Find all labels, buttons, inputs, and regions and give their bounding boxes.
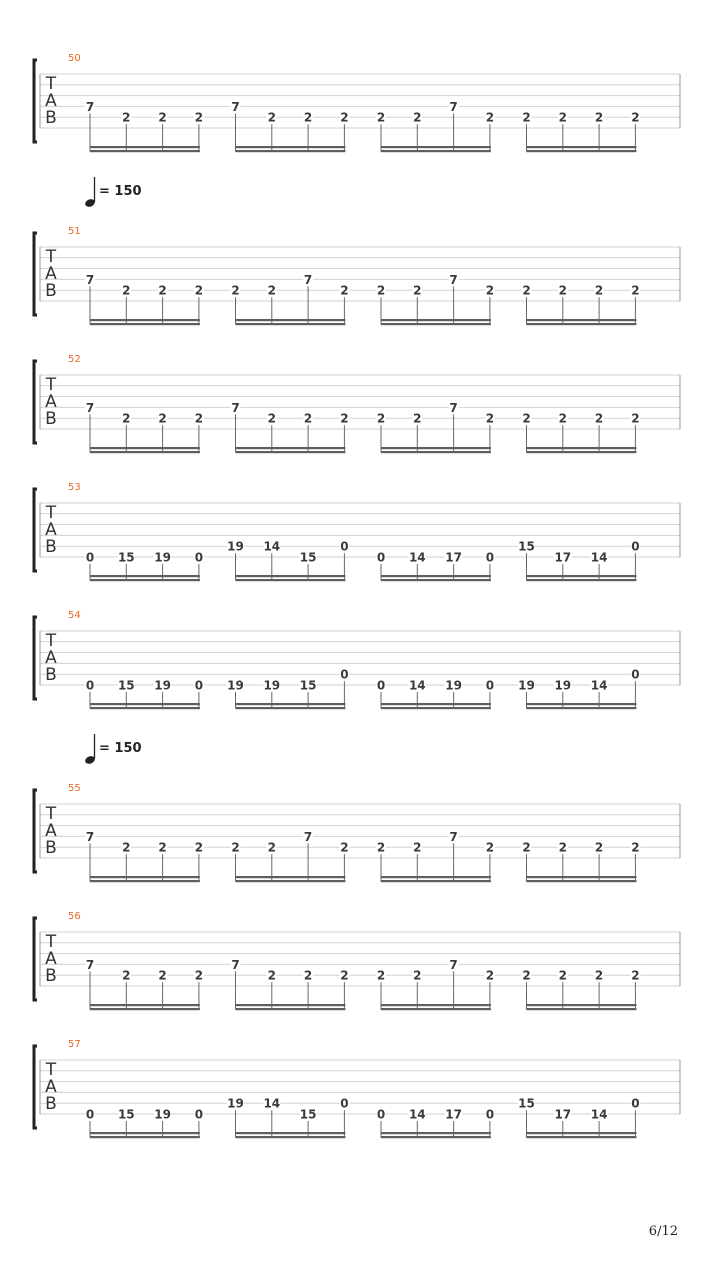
system-bracket <box>34 60 37 142</box>
measure-number: 56 <box>68 911 81 922</box>
fret-number: 7 <box>85 829 95 844</box>
fret-number: 2 <box>267 968 276 983</box>
fret-number: 2 <box>558 968 567 983</box>
fret-number: 15 <box>299 550 317 565</box>
fret-number: 19 <box>154 1107 171 1122</box>
tab-clef-letter: A <box>45 1077 57 1097</box>
fret-number: 17 <box>445 1107 462 1122</box>
fret-number: 7 <box>85 957 95 972</box>
fret-number: 2 <box>413 840 422 855</box>
beam <box>527 150 637 152</box>
beam <box>527 579 637 581</box>
fret-number: 2 <box>267 411 276 426</box>
fret-number: 2 <box>522 840 531 855</box>
tab-system <box>34 354 680 453</box>
fret-number: 2 <box>631 110 640 125</box>
beam <box>236 575 346 577</box>
fret-number: 0 <box>485 550 495 565</box>
fret-number: 7 <box>449 99 458 114</box>
fret-number: 19 <box>154 550 171 565</box>
fret-number: 19 <box>154 678 171 693</box>
beam <box>236 1008 346 1010</box>
fret-number: 2 <box>122 840 131 855</box>
fret-number: 15 <box>117 550 135 565</box>
tempo-marking: = 150 <box>99 184 142 199</box>
beam <box>90 323 200 325</box>
tab-clef-letter: B <box>45 1094 57 1114</box>
tab-clef-letter: T <box>45 932 57 952</box>
measure-number: 55 <box>68 783 81 794</box>
beam <box>381 707 491 709</box>
fret-number: 2 <box>413 283 422 298</box>
beam <box>381 579 491 581</box>
beam <box>90 146 200 148</box>
fret-number: 2 <box>122 283 131 298</box>
system-bracket <box>34 233 37 315</box>
fret-number: 2 <box>485 840 495 855</box>
fret-number: 0 <box>85 1107 95 1122</box>
fret-number: 2 <box>594 110 604 125</box>
fret-number: 2 <box>594 411 604 426</box>
system-bracket <box>34 918 37 1000</box>
system-bracket <box>34 1046 37 1128</box>
fret-number: 0 <box>376 550 386 565</box>
beam <box>527 451 637 453</box>
beam <box>236 703 346 705</box>
fret-number: 7 <box>85 272 95 287</box>
tab-system <box>34 53 680 152</box>
beam <box>236 319 346 321</box>
fret-number: 2 <box>558 840 567 855</box>
system-bracket <box>34 790 37 872</box>
fret-number: 14 <box>408 1107 426 1122</box>
beam <box>236 876 346 878</box>
systems-layer <box>34 53 680 1138</box>
fret-number: 19 <box>518 678 535 693</box>
fret-number: 19 <box>554 678 572 693</box>
tab-clef-letter: A <box>45 520 57 540</box>
fret-number: 2 <box>631 411 640 426</box>
fret-number: 14 <box>408 550 426 565</box>
fret-number: 2 <box>194 968 204 983</box>
fret-number: 2 <box>522 110 531 125</box>
beam <box>527 319 637 321</box>
beam <box>527 575 637 577</box>
beam <box>381 451 491 453</box>
fret-number: 15 <box>117 1107 135 1122</box>
fret-number: 7 <box>303 829 313 844</box>
fret-number: 0 <box>85 550 95 565</box>
fret-number: 0 <box>340 1096 349 1111</box>
fret-number: 2 <box>194 411 204 426</box>
fret-number: 7 <box>85 400 95 415</box>
fret-number: 7 <box>303 272 313 287</box>
tab-clef-letter: A <box>45 91 57 111</box>
beam <box>527 1008 637 1010</box>
fret-number: 2 <box>413 968 422 983</box>
system-bracket <box>34 361 37 443</box>
beam <box>381 447 491 449</box>
page-number: 6/12 <box>648 1224 678 1239</box>
beam <box>90 575 200 577</box>
fret-number: 2 <box>413 110 422 125</box>
tab-clef-letter: A <box>45 821 57 841</box>
fret-number: 2 <box>158 411 167 426</box>
tab-system <box>34 177 680 325</box>
beam <box>381 1132 491 1134</box>
fret-number: 0 <box>376 678 386 693</box>
beam <box>381 575 491 577</box>
fret-number: 17 <box>554 550 572 565</box>
fret-number: 2 <box>376 411 386 426</box>
fret-number: 2 <box>594 968 604 983</box>
fret-number: 2 <box>485 968 495 983</box>
tab-clef-letter: B <box>45 537 57 557</box>
fret-number: 2 <box>340 840 349 855</box>
beam <box>527 1136 637 1138</box>
beam <box>527 876 637 878</box>
beam <box>381 1008 491 1010</box>
fret-number: 15 <box>299 1107 317 1122</box>
beam <box>527 146 637 148</box>
fret-number: 19 <box>227 1096 244 1111</box>
measure-number: 54 <box>68 610 81 621</box>
fret-number: 2 <box>558 110 567 125</box>
fret-number: 2 <box>340 110 349 125</box>
beam <box>90 319 200 321</box>
fret-number: 2 <box>413 411 422 426</box>
tab-clef-letter: A <box>45 949 57 969</box>
fret-number: 2 <box>631 968 640 983</box>
fret-number: 0 <box>631 539 640 554</box>
fret-number: 2 <box>340 411 349 426</box>
beam <box>381 1136 491 1138</box>
beam <box>527 880 637 882</box>
fret-number: 17 <box>554 1107 572 1122</box>
beam <box>90 880 200 882</box>
beam <box>90 707 200 709</box>
fret-number: 7 <box>231 99 240 114</box>
fret-number: 19 <box>227 539 244 554</box>
fret-number: 0 <box>194 550 204 565</box>
tab-clef-letter: T <box>45 503 57 523</box>
system-bracket <box>34 489 37 571</box>
tab-clef-letter: T <box>45 247 57 267</box>
fret-number: 14 <box>263 539 281 554</box>
measure-number: 53 <box>68 482 81 493</box>
fret-number: 2 <box>340 283 349 298</box>
fret-number: 2 <box>485 283 495 298</box>
fret-number: 2 <box>558 283 567 298</box>
beam <box>90 876 200 878</box>
fret-number: 15 <box>299 678 317 693</box>
fret-number: 0 <box>485 1107 495 1122</box>
beam <box>90 451 200 453</box>
tab-system <box>34 610 680 709</box>
fret-number: 0 <box>376 1107 386 1122</box>
beam <box>236 150 346 152</box>
fret-number: 2 <box>158 968 167 983</box>
beam <box>527 323 637 325</box>
beam <box>236 579 346 581</box>
tab-clef-letter: B <box>45 665 57 685</box>
beam <box>236 1132 346 1134</box>
beam <box>90 579 200 581</box>
fret-number: 2 <box>122 968 131 983</box>
tab-clef-letter: B <box>45 838 57 858</box>
fret-number: 2 <box>267 110 276 125</box>
fret-number: 7 <box>449 829 458 844</box>
fret-number: 14 <box>408 678 426 693</box>
fret-number: 19 <box>445 678 462 693</box>
tab-clef-letter: T <box>45 1060 57 1080</box>
beam <box>527 703 637 705</box>
fret-number: 2 <box>194 110 204 125</box>
beam <box>90 447 200 449</box>
tab-clef-letter: B <box>45 966 57 986</box>
fret-number: 2 <box>376 968 386 983</box>
beam <box>527 1004 637 1006</box>
fret-number: 2 <box>267 840 276 855</box>
fret-number: 2 <box>376 840 386 855</box>
measure-number: 52 <box>68 354 81 365</box>
tab-clef-letter: T <box>45 375 57 395</box>
beam <box>381 146 491 148</box>
beam <box>90 1132 200 1134</box>
fret-number: 2 <box>194 283 204 298</box>
fret-number: 2 <box>522 411 531 426</box>
beam <box>527 1132 637 1134</box>
fret-number: 2 <box>122 411 131 426</box>
beam <box>90 1136 200 1138</box>
fret-number: 0 <box>194 678 204 693</box>
measure-number: 57 <box>68 1039 81 1050</box>
fret-number: 7 <box>231 957 240 972</box>
fret-number: 2 <box>194 840 204 855</box>
beam <box>236 707 346 709</box>
fret-number: 14 <box>263 1096 281 1111</box>
fret-number: 7 <box>449 957 458 972</box>
fret-number: 0 <box>85 678 95 693</box>
beam <box>236 323 346 325</box>
fret-number: 7 <box>85 99 95 114</box>
beam <box>90 150 200 152</box>
measure-number: 50 <box>68 53 81 64</box>
beam <box>381 876 491 878</box>
tab-system <box>34 1039 680 1138</box>
tab-clef-letter: A <box>45 264 57 284</box>
fret-number: 15 <box>117 678 135 693</box>
fret-number: 14 <box>590 678 608 693</box>
fret-number: 2 <box>303 110 313 125</box>
tab-system <box>34 911 680 1010</box>
fret-number: 2 <box>158 840 167 855</box>
fret-number: 2 <box>231 840 240 855</box>
tab-system <box>34 482 680 581</box>
tab-clef-letter: A <box>45 392 57 412</box>
fret-number: 2 <box>158 110 167 125</box>
fret-number: 2 <box>340 968 349 983</box>
fret-number: 2 <box>376 283 386 298</box>
fret-number: 7 <box>449 400 458 415</box>
fret-number: 0 <box>485 678 495 693</box>
fret-number: 2 <box>376 110 386 125</box>
tab-clef-letter: T <box>45 74 57 94</box>
tab-clef-letter: T <box>45 631 57 651</box>
fret-number: 2 <box>631 283 640 298</box>
tab-clef-letter: A <box>45 648 57 668</box>
measure-number: 51 <box>68 226 81 237</box>
system-bracket <box>34 617 37 699</box>
beam <box>236 880 346 882</box>
tempo-marking: = 150 <box>99 741 142 756</box>
fret-number: 14 <box>590 550 608 565</box>
fret-number: 0 <box>631 667 640 682</box>
fret-number: 2 <box>303 968 313 983</box>
beam <box>236 447 346 449</box>
fret-number: 2 <box>558 411 567 426</box>
fret-number: 2 <box>594 840 604 855</box>
fret-number: 2 <box>267 283 276 298</box>
fret-number: 2 <box>485 110 495 125</box>
beam <box>381 319 491 321</box>
beam <box>381 880 491 882</box>
fret-number: 0 <box>194 1107 204 1122</box>
fret-number: 0 <box>631 1096 640 1111</box>
tab-system <box>34 734 680 882</box>
tab-clef-letter: B <box>45 409 57 429</box>
beam <box>90 1004 200 1006</box>
beam <box>236 1004 346 1006</box>
beam <box>90 703 200 705</box>
tab-clef-letter: T <box>45 804 57 824</box>
fret-number: 7 <box>231 400 240 415</box>
fret-number: 0 <box>340 667 349 682</box>
fret-number: 14 <box>590 1107 608 1122</box>
fret-number: 2 <box>122 110 131 125</box>
beam <box>381 323 491 325</box>
fret-number: 2 <box>303 411 313 426</box>
fret-number: 2 <box>522 968 531 983</box>
fret-number: 15 <box>518 1096 535 1111</box>
fret-number: 7 <box>449 272 458 287</box>
fret-number: 2 <box>231 283 240 298</box>
tab-clef-letter: B <box>45 281 57 301</box>
beam <box>381 1004 491 1006</box>
fret-number: 19 <box>227 678 244 693</box>
fret-number: 2 <box>158 283 167 298</box>
beam <box>527 707 637 709</box>
beam <box>381 703 491 705</box>
tab-clef-letter: B <box>45 108 57 128</box>
fret-number: 0 <box>340 539 349 554</box>
fret-number: 19 <box>263 678 281 693</box>
beam <box>90 1008 200 1010</box>
beam <box>236 451 346 453</box>
beam <box>236 1136 346 1138</box>
fret-number: 2 <box>631 840 640 855</box>
fret-number: 15 <box>518 539 535 554</box>
fret-number: 17 <box>445 550 462 565</box>
fret-number: 2 <box>522 283 531 298</box>
beam <box>381 150 491 152</box>
beam <box>236 146 346 148</box>
fret-number: 2 <box>594 283 604 298</box>
beam <box>527 447 637 449</box>
fret-number: 2 <box>485 411 495 426</box>
